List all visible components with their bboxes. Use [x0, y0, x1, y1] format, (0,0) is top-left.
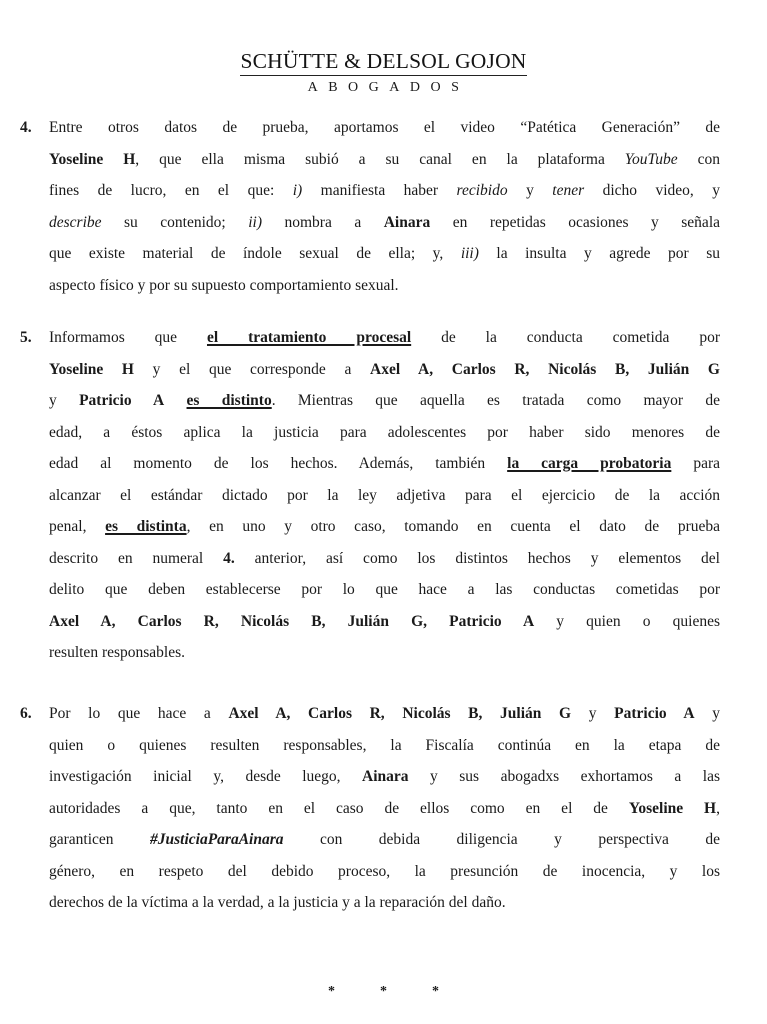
- text-line: [49, 637, 720, 669]
- text-run: nombra a: [262, 213, 384, 231]
- text-run: Patricio A: [79, 392, 165, 409]
- text-run: es distinta: [105, 518, 187, 535]
- text-run: fines de lucro, en el que:: [49, 182, 293, 199]
- text-run: quien o quienes resulten responsables, la Fiscalía continúa en la etapa de: [49, 736, 720, 754]
- text-line: [49, 793, 720, 825]
- text-line: [49, 207, 720, 239]
- text-line: [49, 175, 720, 207]
- text-run: Yoseline H: [628, 799, 717, 817]
- text-line: [49, 354, 720, 386]
- text-run: la carga probatoria: [507, 455, 672, 472]
- text-line: [49, 730, 720, 762]
- text-run: que existe material de índole sexual de ella; y,: [49, 245, 461, 262]
- text-run: Por lo que hace a: [49, 705, 229, 722]
- text-run: y quien o quienes: [534, 612, 720, 630]
- text-run: [164, 392, 186, 409]
- paragraph-text: [49, 698, 720, 919]
- text-run: Ainara: [362, 768, 409, 785]
- text-line: [49, 144, 720, 176]
- text-run: investigación inicial y, desde luego,: [49, 768, 363, 785]
- text-run: y: [694, 705, 720, 722]
- firm-name: SCHÜTTE & DELSOL GOJON: [240, 48, 526, 76]
- text-run: y: [507, 182, 553, 199]
- text-run: anterior, así como los distintos hechos y elementos del: [234, 549, 720, 567]
- text-run: Patricio A: [614, 705, 695, 722]
- paragraph-4: [20, 112, 720, 301]
- text-line: [49, 824, 720, 856]
- text-run: ii): [248, 213, 262, 231]
- text-run: descrito en numeral: [49, 549, 224, 567]
- text-run: para: [671, 455, 720, 472]
- text-run: el tratamiento procesal: [206, 329, 412, 346]
- text-run: #JusticiaParaAinara: [150, 831, 284, 848]
- text-run: de la conducta cometida por: [411, 329, 721, 346]
- text-run: y sus abogadxs exhortamos a las: [408, 768, 720, 785]
- text-line: [49, 543, 720, 575]
- text-run: es distinto: [186, 392, 272, 409]
- text-run: con: [677, 150, 720, 168]
- text-line: [49, 698, 720, 730]
- text-run: su contenido;: [101, 213, 249, 231]
- paragraph-text: [49, 112, 720, 301]
- text-run: recibido: [456, 182, 508, 199]
- text-run: YouTube: [624, 150, 678, 168]
- separator-star: *: [432, 984, 439, 999]
- paragraph-6: [20, 698, 720, 919]
- paragraph-number: 5.: [20, 329, 32, 346]
- text-line: [49, 448, 720, 480]
- text-run: garanticen: [49, 831, 150, 848]
- text-run: Entre otros datos de prueba, aportamos el video “Patética Generación” de: [49, 119, 720, 136]
- text-run: género, en respeto del debido proceso, la presunción de inocencia, y los: [49, 862, 720, 880]
- text-run: . Mientras que aquella es tratada como mayor de: [271, 392, 721, 409]
- text-run: dicho video, y: [584, 182, 721, 199]
- text-run: resulten responsables.: [49, 644, 186, 661]
- text-run: delito que deben establecerse por lo que hace a las conductas cometidas por: [49, 581, 720, 598]
- text-line: [49, 761, 720, 793]
- text-run: Yoseline H: [49, 150, 136, 168]
- text-run: edad, a éstos aplica la justicia para adolescentes por haber sido menores de: [49, 423, 720, 441]
- text-run: , que ella misma subió a su canal en la plataforma: [135, 150, 625, 168]
- text-line: [49, 480, 720, 512]
- text-run: con debida diligencia y perspectiva de: [283, 831, 720, 848]
- text-line: [49, 606, 720, 638]
- text-run: aspecto físico y por su supuesto comportamiento sexual.: [49, 276, 399, 294]
- text-line: [49, 417, 720, 449]
- text-run: edad al momento de los hechos. Además, también: [49, 455, 508, 472]
- text-run: penal,: [49, 518, 106, 535]
- text-line: [49, 270, 720, 302]
- text-run: Axel A, Carlos R, Nicolás B, Julián G, Patricio A: [49, 612, 535, 630]
- text-run: , en uno y otro caso, tomando en cuenta el dato de prueba: [186, 518, 720, 535]
- text-run: ,: [716, 799, 720, 817]
- text-run: iii): [460, 245, 479, 262]
- text-run: tener: [552, 182, 585, 199]
- text-run: i): [292, 182, 303, 199]
- text-run: Ainara: [383, 213, 431, 231]
- firm-subtitle: ABOGADOS: [307, 80, 470, 95]
- text-run: Yoseline H: [49, 360, 134, 378]
- text-run: manifiesta haber: [302, 182, 457, 199]
- paragraph-number: 6.: [20, 705, 32, 722]
- paragraph-text: [49, 322, 720, 669]
- text-run: describe: [49, 213, 102, 231]
- text-line: [49, 112, 720, 144]
- separator-star: *: [328, 984, 335, 999]
- text-run: 4.: [223, 549, 235, 567]
- paragraph-number: 4.: [20, 119, 32, 136]
- text-run: y: [571, 705, 615, 722]
- text-line: [49, 322, 720, 354]
- text-line: [49, 385, 720, 417]
- text-line: [49, 511, 720, 543]
- text-run: alcanzar el estándar dictado por la ley adjetiva para el ejercicio de la acción: [49, 486, 720, 504]
- text-run: Informamos que: [49, 329, 207, 346]
- text-line: [49, 574, 720, 606]
- separator-star: *: [380, 984, 387, 999]
- text-line: [49, 856, 720, 888]
- text-run: y el que corresponde a: [134, 360, 371, 378]
- text-run: la insulta y agrede por su: [478, 245, 720, 262]
- text-run: en repetidas ocasiones y señala: [430, 213, 721, 231]
- paragraph-5: [20, 322, 720, 669]
- text-line: [49, 887, 720, 919]
- text-run: derechos de la víctima a la verdad, a la justicia y a la reparación del daño.: [49, 894, 506, 911]
- text-run: Axel A, Carlos R, Nicolás B, Julián G: [228, 705, 572, 722]
- text-line: [49, 238, 720, 270]
- text-run: Axel A, Carlos R, Nicolás B, Julián G: [370, 360, 720, 378]
- letterhead: [0, 48, 767, 97]
- text-run: y: [49, 392, 80, 409]
- text-run: autoridades a que, tanto en el caso de ellos como en el de: [49, 799, 629, 817]
- section-separator: [0, 984, 767, 1000]
